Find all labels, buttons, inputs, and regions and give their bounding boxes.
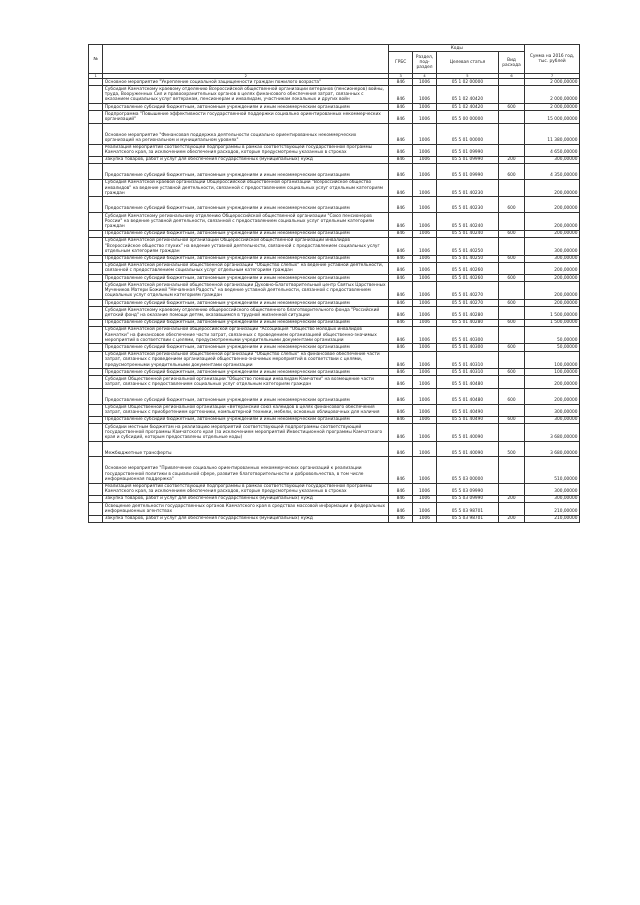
row-number-cell bbox=[89, 156, 103, 163]
table-row bbox=[89, 111, 580, 123]
row-number-cell bbox=[89, 275, 103, 282]
row-number-cell bbox=[89, 282, 103, 300]
row-expense-type-cell bbox=[498, 111, 524, 123]
row-sum-cell: 2 000,00000 bbox=[525, 104, 580, 111]
row-sum-cell: 2 000,00000 bbox=[525, 86, 580, 104]
row-section-cell: 1006 bbox=[413, 457, 437, 483]
row-target-article-cell: 05 1 02 00000 bbox=[436, 79, 498, 86]
column-index: 6 bbox=[498, 74, 524, 79]
header-number: № bbox=[89, 45, 103, 74]
row-expense-type-cell: 200 bbox=[498, 515, 524, 522]
row-sum-cell: 200,00000 bbox=[525, 179, 580, 197]
row-number-cell bbox=[89, 376, 103, 388]
row-number-cell bbox=[89, 351, 103, 369]
row-name-cell: Основное мероприятие "Финансовая поддержка деятельности социально ориентированных некоммерческих организаций на региональном и муниципальном уровнях" bbox=[103, 123, 389, 144]
row-target-article-cell: 05 5 01 40280 bbox=[436, 319, 498, 326]
row-sum-cell: 300,00000 bbox=[525, 495, 580, 502]
row-grbs-cell: 846 bbox=[389, 326, 413, 344]
row-name-cell: Субсидия Камчатскому краевому отделению Всероссийской общественной организации ветеранов (пенсионеров) войны, труда, Вооруженных Сил и правоохранительных органов в целях финансового обеспечения затрат, связанных с оказанием социальных услуг ветеранам, пенсионерам и инвалидам, участникам локальных и других войн bbox=[103, 86, 389, 104]
row-name-cell: Предоставление субсидий бюджетным, автономным учреждениям и иным некоммерческим организациям bbox=[103, 388, 389, 404]
row-section-cell: 1006 bbox=[413, 319, 437, 326]
row-grbs-cell: 846 bbox=[389, 104, 413, 111]
row-expense-type-cell bbox=[498, 213, 524, 231]
table-row bbox=[89, 441, 580, 457]
row-expense-type-cell: 500 bbox=[498, 441, 524, 457]
table-row bbox=[89, 179, 580, 197]
row-grbs-cell: 846 bbox=[389, 262, 413, 274]
row-grbs-cell: 846 bbox=[389, 197, 413, 213]
row-expense-type-cell bbox=[498, 457, 524, 483]
table-row bbox=[89, 300, 580, 307]
row-expense-type-cell: 600 bbox=[498, 275, 524, 282]
row-target-article-cell: 05 5 01 40250 bbox=[436, 237, 498, 255]
row-name-cell: Межбюджетные трансферты bbox=[103, 441, 389, 457]
budget-table bbox=[88, 44, 580, 523]
row-name-cell: Освещение деятельности государственных органов Камчатского края в средствах массовой информации и федеральных информационных агентствах bbox=[103, 503, 389, 515]
row-grbs-cell: 846 bbox=[389, 230, 413, 237]
row-target-article-cell: 05 5 00 00000 bbox=[436, 111, 498, 123]
row-sum-cell: 50,00000 bbox=[525, 326, 580, 344]
row-name-cell: Предоставление субсидий бюджетным, автономным учреждениям и иным некоммерческим организациям bbox=[103, 344, 389, 351]
row-section-cell: 1006 bbox=[413, 300, 437, 307]
table-row bbox=[89, 307, 580, 319]
row-number-cell bbox=[89, 300, 103, 307]
row-section-cell: 1006 bbox=[413, 255, 437, 262]
row-number-cell bbox=[89, 369, 103, 376]
row-grbs-cell: 846 bbox=[389, 255, 413, 262]
row-number-cell bbox=[89, 404, 103, 416]
row-section-cell: 1006 bbox=[413, 275, 437, 282]
row-name-cell: Предоставление субсидий бюджетным, автономным учреждениям и иным некоммерческим организациям bbox=[103, 416, 389, 423]
row-target-article-cell: 05 5 01 00000 bbox=[436, 123, 498, 144]
budget-table-sheet bbox=[88, 44, 580, 523]
row-number-cell bbox=[89, 416, 103, 423]
row-name-cell: Предоставление субсидий бюджетным, автономным учреждениям и иным некоммерческим организациям bbox=[103, 275, 389, 282]
table-row bbox=[89, 416, 580, 423]
table-row bbox=[89, 369, 580, 376]
row-sum-cell: 210,00000 bbox=[525, 503, 580, 515]
row-number-cell bbox=[89, 144, 103, 156]
row-sum-cell: 300,00000 bbox=[525, 237, 580, 255]
row-section-cell: 1006 bbox=[413, 144, 437, 156]
row-name-cell: Предоставление субсидий бюджетным, автономным учреждениям и иным некоммерческим организациям bbox=[103, 255, 389, 262]
row-grbs-cell: 846 bbox=[389, 79, 413, 86]
row-sum-cell: 200,00000 bbox=[525, 230, 580, 237]
row-name-cell: Субсидия Камчатской региональной общероссийской организации "Ассоциация "Общество молодых инвалидов Камчатки" на финансовое обеспечение части затрат, связанных с проведением организацией общественно-значимых мероприятий в соответствии с целями, предусмотренными учредительными документами организации bbox=[103, 326, 389, 344]
row-target-article-cell: 05 5 01 40260 bbox=[436, 275, 498, 282]
table-row bbox=[89, 164, 580, 180]
row-name-cell: Предоставление субсидий бюджетным, автономным учреждениям и иным некоммерческим организациям bbox=[103, 104, 389, 111]
row-expense-type-cell: 600 bbox=[498, 197, 524, 213]
row-section-cell: 1006 bbox=[413, 326, 437, 344]
row-section-cell: 1006 bbox=[413, 104, 437, 111]
table-row bbox=[89, 457, 580, 483]
row-target-article-cell: 05 5 01 40260 bbox=[436, 262, 498, 274]
row-grbs-cell: 846 bbox=[389, 307, 413, 319]
row-grbs-cell: 846 bbox=[389, 369, 413, 376]
row-target-article-cell: 05 5 01 40270 bbox=[436, 282, 498, 300]
row-grbs-cell: 846 bbox=[389, 344, 413, 351]
column-index: 2 bbox=[103, 74, 389, 79]
row-grbs-cell: 846 bbox=[389, 237, 413, 255]
row-target-article-cell: 05 5 01 40250 bbox=[436, 255, 498, 262]
row-grbs-cell: 846 bbox=[389, 388, 413, 404]
row-target-article-cell: 05 5 01 09990 bbox=[436, 156, 498, 163]
row-target-article-cell: 05 5 01 40240 bbox=[436, 213, 498, 231]
row-target-article-cell: 05 5 01 40270 bbox=[436, 300, 498, 307]
row-grbs-cell: 846 bbox=[389, 495, 413, 502]
row-section-cell: 1006 bbox=[413, 197, 437, 213]
row-name-cell: Субсидия Общественной региональной организации "Общество помощи инвалидам Камчатки" на возмещение части затрат, связанных с предоставлением социальных услуг отдельным категориям граждан bbox=[103, 376, 389, 388]
row-name-cell: Субсидия Камчатской региональной общественной организации "Общество слепых" на ведение уставной деятельности, связанной с предоставлением социальных услуг отдельным категориям граждан bbox=[103, 262, 389, 274]
table-row bbox=[89, 144, 580, 156]
row-sum-cell: 3 680,00000 bbox=[525, 441, 580, 457]
row-section-cell: 1006 bbox=[413, 179, 437, 197]
row-target-article-cell: 05 5 01 40230 bbox=[436, 197, 498, 213]
row-section-cell: 1006 bbox=[413, 503, 437, 515]
header-sum: Сумма на 2016 год, тыс. рублей bbox=[525, 45, 580, 74]
row-sum-cell: 100,00000 bbox=[525, 369, 580, 376]
row-sum-cell: 100,00000 bbox=[525, 351, 580, 369]
table-row bbox=[89, 351, 580, 369]
row-name-cell: Субсидия Камчатской краевой организации Общероссийской общественной организации "Всероссийское общество инвалидов" на ведение уставной деятельности, связанной с предоставлением социальных услуг отдельным категориям граждан bbox=[103, 179, 389, 197]
row-section-cell: 1006 bbox=[413, 213, 437, 231]
row-grbs-cell: 846 bbox=[389, 275, 413, 282]
row-number-cell bbox=[89, 262, 103, 274]
row-number-cell bbox=[89, 457, 103, 483]
row-grbs-cell: 846 bbox=[389, 376, 413, 388]
row-name-cell: Закупка товаров, работ и услуг для обеспечения государственных (муниципальных) нужд bbox=[103, 515, 389, 522]
row-number-cell bbox=[89, 179, 103, 197]
row-target-article-cell: 05 5 01 40480 bbox=[436, 376, 498, 388]
row-grbs-cell: 846 bbox=[389, 424, 413, 442]
row-target-article-cell: 05 5 01 40490 bbox=[436, 416, 498, 423]
row-grbs-cell: 846 bbox=[389, 156, 413, 163]
row-expense-type-cell bbox=[498, 262, 524, 274]
row-expense-type-cell: 600 bbox=[498, 344, 524, 351]
row-sum-cell: 300,00000 bbox=[525, 483, 580, 495]
row-sum-cell: 4 350,00000 bbox=[525, 164, 580, 180]
row-number-cell bbox=[89, 424, 103, 442]
row-grbs-cell: 846 bbox=[389, 86, 413, 104]
row-name-cell: Предоставление субсидий бюджетным, автономным учреждениям и иным некоммерческим организациям bbox=[103, 164, 389, 180]
row-sum-cell: 1 500,00000 bbox=[525, 307, 580, 319]
table-row bbox=[89, 326, 580, 344]
row-section-cell: 1006 bbox=[413, 111, 437, 123]
row-expense-type-cell bbox=[498, 86, 524, 104]
row-name-cell: Предоставление субсидий бюджетным, автономным учреждениям и иным некоммерческим организациям bbox=[103, 300, 389, 307]
row-section-cell: 1006 bbox=[413, 307, 437, 319]
table-row bbox=[89, 344, 580, 351]
row-expense-type-cell bbox=[498, 79, 524, 86]
row-expense-type-cell: 600 bbox=[498, 388, 524, 404]
table-row bbox=[89, 156, 580, 163]
row-grbs-cell: 846 bbox=[389, 351, 413, 369]
row-name-cell: Основное мероприятие "Укрепление социальной защищенности граждан пожилого возраста" bbox=[103, 79, 389, 86]
table-row bbox=[89, 123, 580, 144]
row-expense-type-cell bbox=[498, 237, 524, 255]
row-name-cell: Реализация мероприятий соответствующей подпрограммы в рамках соответствующей государственной программы Камчатского края, за исключением обеспечения расходов, которые предусмотрены указанных в строках bbox=[103, 144, 389, 156]
row-expense-type-cell bbox=[498, 376, 524, 388]
header-codes-group: Коды bbox=[389, 45, 525, 52]
row-name-cell: Закупка товаров, работ и услуг для обеспечения государственных (муниципальных) нужд bbox=[103, 156, 389, 163]
row-grbs-cell: 846 bbox=[389, 282, 413, 300]
row-expense-type-cell bbox=[498, 424, 524, 442]
row-expense-type-cell: 200 bbox=[498, 495, 524, 502]
row-number-cell bbox=[89, 164, 103, 180]
row-target-article-cell: 05 5 01 40090 bbox=[436, 424, 498, 442]
table-row bbox=[89, 230, 580, 237]
row-target-article-cell: 05 5 01 40300 bbox=[436, 344, 498, 351]
column-index: 5 bbox=[436, 74, 498, 79]
table-row bbox=[89, 515, 580, 522]
row-target-article-cell: 05 1 02 40420 bbox=[436, 86, 498, 104]
row-name-cell: Основное мероприятие "Привлечение социально ориентированных некоммерческих организаций к реализации государственной политики в социальной сфере, развитие благотворительности и добровольчества, в том числе информационная поддержка" bbox=[103, 457, 389, 483]
row-sum-cell: 2 000,00000 bbox=[525, 79, 580, 86]
row-number-cell bbox=[89, 230, 103, 237]
table-row bbox=[89, 282, 580, 300]
row-section-cell: 1006 bbox=[413, 351, 437, 369]
row-section-cell: 1006 bbox=[413, 495, 437, 502]
row-name-cell: Подпрограмма "Повышение эффективности государственной поддержки социально ориентированных некоммерческих организаций" bbox=[103, 111, 389, 123]
row-target-article-cell: 05 5 01 40310 bbox=[436, 351, 498, 369]
table-row bbox=[89, 237, 580, 255]
row-number-cell bbox=[89, 503, 103, 515]
row-section-cell: 1006 bbox=[413, 483, 437, 495]
row-number-cell bbox=[89, 255, 103, 262]
row-number-cell bbox=[89, 388, 103, 404]
header-grbs: ГРБС bbox=[389, 52, 413, 74]
row-expense-type-cell: 600 bbox=[498, 416, 524, 423]
row-expense-type-cell: 600 bbox=[498, 230, 524, 237]
row-expense-type-cell bbox=[498, 503, 524, 515]
row-sum-cell: 200,00000 bbox=[525, 282, 580, 300]
row-target-article-cell: 05 5 01 40240 bbox=[436, 230, 498, 237]
row-number-cell bbox=[89, 495, 103, 502]
row-sum-cell: 300,00000 bbox=[525, 156, 580, 163]
table-row bbox=[89, 388, 580, 404]
row-section-cell: 1006 bbox=[413, 416, 437, 423]
row-number-cell bbox=[89, 344, 103, 351]
row-expense-type-cell bbox=[498, 282, 524, 300]
row-expense-type-cell: 600 bbox=[498, 164, 524, 180]
row-section-cell: 1006 bbox=[413, 515, 437, 522]
row-target-article-cell: 05 5 01 40490 bbox=[436, 404, 498, 416]
column-index: 1 bbox=[89, 74, 103, 79]
row-sum-cell: 50,00000 bbox=[525, 344, 580, 351]
table-row bbox=[89, 262, 580, 274]
table-row bbox=[89, 495, 580, 502]
row-grbs-cell: 846 bbox=[389, 319, 413, 326]
row-section-cell: 1006 bbox=[413, 79, 437, 86]
row-name-cell: Субсидии местным бюджетам на реализацию мероприятий соответствующей подпрограммы соответствующей государственной программы Камчатского края (за исключением мероприятий Инвестиционной программы Камчатского края и субсидий, которым предоставлены отдельные коды) bbox=[103, 424, 389, 442]
row-sum-cell: 300,00000 bbox=[525, 404, 580, 416]
column-index: 7 bbox=[525, 74, 580, 79]
row-section-cell: 1006 bbox=[413, 156, 437, 163]
table-row bbox=[89, 104, 580, 111]
row-number-cell bbox=[89, 104, 103, 111]
row-section-cell: 1006 bbox=[413, 424, 437, 442]
header-section: Раздел, под- раздел bbox=[413, 52, 437, 74]
table-row bbox=[89, 319, 580, 326]
row-expense-type-cell: 600 bbox=[498, 104, 524, 111]
row-target-article-cell: 05 5 03 09990 bbox=[436, 483, 498, 495]
row-section-cell: 1006 bbox=[413, 404, 437, 416]
row-name-cell: Субсидия Камчатскому региональному отделению Общероссийской общественной организации "Союз пенсионеров России" на ведение уставной деятельности, связанной с предоставлением социальных услуг отдельным категориям граждан bbox=[103, 213, 389, 231]
row-grbs-cell: 846 bbox=[389, 111, 413, 123]
column-index: 3 bbox=[389, 74, 413, 79]
row-name-cell: Закупка товаров, работ и услуг для обеспечения государственных (муниципальных) нужд bbox=[103, 495, 389, 502]
row-expense-type-cell bbox=[498, 144, 524, 156]
row-sum-cell: 200,00000 bbox=[525, 376, 580, 388]
row-target-article-cell: 05 5 01 40300 bbox=[436, 326, 498, 344]
row-section-cell: 1006 bbox=[413, 376, 437, 388]
row-section-cell: 1006 bbox=[413, 344, 437, 351]
row-expense-type-cell: 600 bbox=[498, 255, 524, 262]
row-name-cell: Субсидия Камчатскому краевому отделению общероссийского общественного благотворительного фонда "Российский детский фонд" на оказание помощи детям, оказавшимся в трудной жизненной ситуации bbox=[103, 307, 389, 319]
row-sum-cell: 3 680,00000 bbox=[525, 424, 580, 442]
row-grbs-cell: 846 bbox=[389, 213, 413, 231]
row-name-cell: Субсидия Камчатской региональной организации Общероссийской общественной организации инвалидов "Всероссийское общество глухих" на ведение уставной деятельности, связанной с предоставлением социальных услуг отдельным категориям граждан bbox=[103, 237, 389, 255]
row-grbs-cell: 846 bbox=[389, 144, 413, 156]
header-name bbox=[103, 45, 389, 74]
row-sum-cell: 200,00000 bbox=[525, 300, 580, 307]
row-expense-type-cell bbox=[498, 351, 524, 369]
row-sum-cell: 300,00000 bbox=[525, 416, 580, 423]
table-body bbox=[89, 79, 580, 523]
row-expense-type-cell bbox=[498, 326, 524, 344]
table-row bbox=[89, 275, 580, 282]
row-target-article-cell: 05 5 03 98701 bbox=[436, 503, 498, 515]
table-row bbox=[89, 79, 580, 86]
row-sum-cell: 200,00000 bbox=[525, 388, 580, 404]
row-expense-type-cell bbox=[498, 123, 524, 144]
header-expense-type: Вид расхода bbox=[498, 52, 524, 74]
row-sum-cell: 1 500,00000 bbox=[525, 319, 580, 326]
table-row bbox=[89, 255, 580, 262]
table-row bbox=[89, 424, 580, 442]
row-grbs-cell: 846 bbox=[389, 503, 413, 515]
row-sum-cell: 200,00000 bbox=[525, 262, 580, 274]
row-grbs-cell: 846 bbox=[389, 179, 413, 197]
header-row-top bbox=[89, 45, 580, 52]
row-number-cell bbox=[89, 483, 103, 495]
row-sum-cell: 11 380,00000 bbox=[525, 123, 580, 144]
row-grbs-cell: 846 bbox=[389, 441, 413, 457]
row-number-cell bbox=[89, 237, 103, 255]
row-number-cell bbox=[89, 213, 103, 231]
row-sum-cell: 15 000,00000 bbox=[525, 111, 580, 123]
row-section-cell: 1006 bbox=[413, 369, 437, 376]
row-section-cell: 1006 bbox=[413, 123, 437, 144]
row-target-article-cell: 05 5 03 98701 bbox=[436, 515, 498, 522]
row-expense-type-cell bbox=[498, 307, 524, 319]
row-expense-type-cell bbox=[498, 483, 524, 495]
row-name-cell: Предоставление субсидий бюджетным, автономным учреждениям и иным некоммерческим организациям bbox=[103, 369, 389, 376]
header-target-article: Целевая статья bbox=[436, 52, 498, 74]
row-grbs-cell: 846 bbox=[389, 483, 413, 495]
row-number-cell bbox=[89, 326, 103, 344]
column-index: 4 bbox=[413, 74, 437, 79]
row-section-cell: 1006 bbox=[413, 230, 437, 237]
row-grbs-cell: 846 bbox=[389, 515, 413, 522]
row-number-cell bbox=[89, 515, 103, 522]
row-grbs-cell: 846 bbox=[389, 416, 413, 423]
row-number-cell bbox=[89, 86, 103, 104]
row-section-cell: 1006 bbox=[413, 282, 437, 300]
table-row bbox=[89, 483, 580, 495]
table-row bbox=[89, 503, 580, 515]
row-sum-cell: 300,00000 bbox=[525, 255, 580, 262]
row-name-cell: Предоставление субсидий бюджетным, автономным учреждениям и иным некоммерческим организациям bbox=[103, 197, 389, 213]
row-sum-cell: 200,00000 bbox=[525, 213, 580, 231]
row-number-cell bbox=[89, 123, 103, 144]
row-target-article-cell: 05 5 01 40310 bbox=[436, 369, 498, 376]
row-target-article-cell: 05 5 01 09990 bbox=[436, 144, 498, 156]
row-target-article-cell: 05 5 01 40280 bbox=[436, 307, 498, 319]
row-expense-type-cell: 600 bbox=[498, 319, 524, 326]
row-grbs-cell: 846 bbox=[389, 164, 413, 180]
row-number-cell bbox=[89, 197, 103, 213]
table-row bbox=[89, 404, 580, 416]
row-grbs-cell: 846 bbox=[389, 300, 413, 307]
row-target-article-cell: 05 5 01 09990 bbox=[436, 164, 498, 180]
row-number-cell bbox=[89, 441, 103, 457]
row-target-article-cell: 05 5 01 40090 bbox=[436, 441, 498, 457]
row-expense-type-cell: 600 bbox=[498, 300, 524, 307]
row-section-cell: 1006 bbox=[413, 441, 437, 457]
table-row bbox=[89, 376, 580, 388]
row-name-cell: Субсидия Общественной региональной организации «Ветеранский союз калеидов в целях финансового обеспечения затрат, связанных с приобретением оргтехники, компьютерной техники, мебели, основных облицовочных для наличия bbox=[103, 404, 389, 416]
row-sum-cell: 510,00000 bbox=[525, 457, 580, 483]
row-number-cell bbox=[89, 307, 103, 319]
row-grbs-cell: 846 bbox=[389, 404, 413, 416]
row-expense-type-cell bbox=[498, 179, 524, 197]
row-number-cell bbox=[89, 111, 103, 123]
row-expense-type-cell: 600 bbox=[498, 369, 524, 376]
row-grbs-cell: 846 bbox=[389, 457, 413, 483]
row-expense-type-cell bbox=[498, 404, 524, 416]
row-section-cell: 1006 bbox=[413, 262, 437, 274]
row-target-article-cell: 05 1 02 40420 bbox=[436, 104, 498, 111]
row-target-article-cell: 05 5 03 09990 bbox=[436, 495, 498, 502]
row-sum-cell: 210,00000 bbox=[525, 515, 580, 522]
row-section-cell: 1006 bbox=[413, 237, 437, 255]
row-target-article-cell: 05 5 01 40480 bbox=[436, 388, 498, 404]
row-name-cell: Предоставление субсидий бюджетным, автономным учреждениям и иным некоммерческим организациям bbox=[103, 230, 389, 237]
row-sum-cell: 200,00000 bbox=[525, 197, 580, 213]
row-section-cell: 1006 bbox=[413, 164, 437, 180]
row-section-cell: 1006 bbox=[413, 86, 437, 104]
row-expense-type-cell: 200 bbox=[498, 156, 524, 163]
row-number-cell bbox=[89, 79, 103, 86]
row-grbs-cell: 846 bbox=[389, 123, 413, 144]
row-name-cell: Субсидия Камчатской региональной общественной организации "Общество слепых" на финансовое обеспечение части затрат, связанных с проведением организацией общественно-значимых мероприятий в соответствии с целями, предусмотренными учредительными документами организации bbox=[103, 351, 389, 369]
row-name-cell: Предоставление субсидий бюджетным, автономным учреждениям и иным некоммерческим организациям bbox=[103, 319, 389, 326]
row-sum-cell: 200,00000 bbox=[525, 275, 580, 282]
table-row bbox=[89, 213, 580, 231]
row-number-cell bbox=[89, 319, 103, 326]
row-sum-cell: 4 650,00000 bbox=[525, 144, 580, 156]
table-row bbox=[89, 86, 580, 104]
row-name-cell: Субсидия Камчатской региональной общественной организации Духовно-Благотворительный центр Святых Царственных Мучеников Матери Божией "Нечаянная Радость" на ведение уставной деятельности, связанной с предоставлением социальных услуг отдельным категориям граждан bbox=[103, 282, 389, 300]
table-row bbox=[89, 197, 580, 213]
row-target-article-cell: 05 5 03 00000 bbox=[436, 457, 498, 483]
row-name-cell: Реализация мероприятий соответствующей подпрограммы в рамках соответствующей государственной программы Камчатского края, за исключением обеспечения расходов, которые предусмотрены указанных в строках bbox=[103, 483, 389, 495]
row-target-article-cell: 05 5 01 40230 bbox=[436, 179, 498, 197]
row-section-cell: 1006 bbox=[413, 388, 437, 404]
